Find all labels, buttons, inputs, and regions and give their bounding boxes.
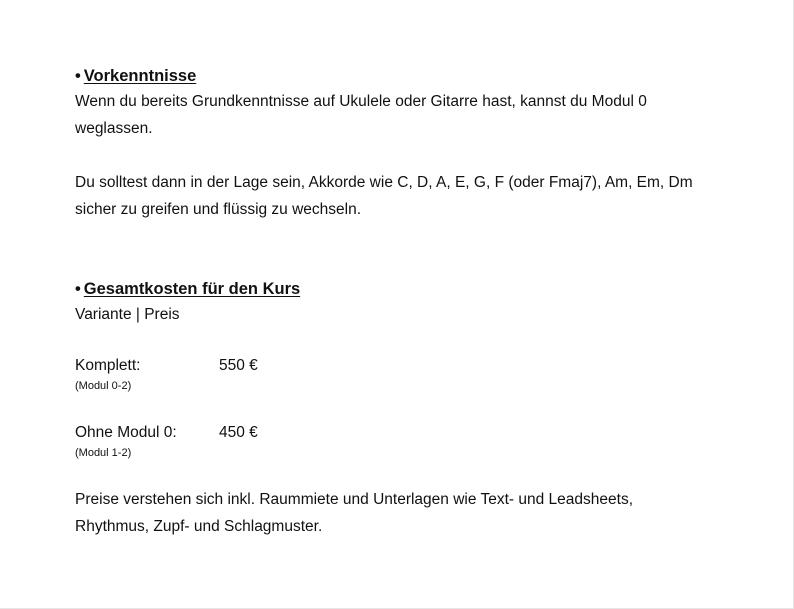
heading-gesamtkosten <box>75 277 765 301</box>
price-label: Ohne Modul 0: <box>75 424 177 441</box>
paragraph-line: sicher zu greifen und flüssig zu wechseln. <box>75 201 362 218</box>
price-note: (Modul 1-2) <box>75 447 132 459</box>
bullet-icon: • <box>75 280 81 298</box>
price-value: 450 € <box>219 424 258 441</box>
footer-line: Preise verstehen sich inkl. Raummiete und Unterlagen wie Text- und Leadsheets, <box>75 491 634 508</box>
heading-vorkenntnisse <box>75 64 765 88</box>
price-note: (Modul 0-2) <box>75 380 132 392</box>
price-row <box>75 352 765 379</box>
paragraph-line: Wenn du bereits Grundkenntnisse auf Ukulele oder Gitarre hast, kannst du Modul 0 <box>75 93 647 110</box>
footer-line: Rhythmus, Zupf- und Schlagmuster. <box>75 518 323 535</box>
content <box>75 64 765 540</box>
heading-title: Gesamtkosten für den Kurs <box>83 280 301 298</box>
heading-title: Vorkenntnisse <box>83 67 197 85</box>
price-row <box>75 419 765 446</box>
price-table-caption: Variante | Preis <box>75 306 180 323</box>
paragraph-line: Du solltest dann in der Lage sein, Akkorde wie C, D, A, E, G, F (oder Fmaj7), Am, Em, Dm <box>75 174 693 191</box>
paragraph-line: weglassen. <box>75 120 153 137</box>
bullet-icon: • <box>75 67 81 85</box>
price-label: Komplett: <box>75 357 141 374</box>
price-value: 550 € <box>219 357 258 374</box>
